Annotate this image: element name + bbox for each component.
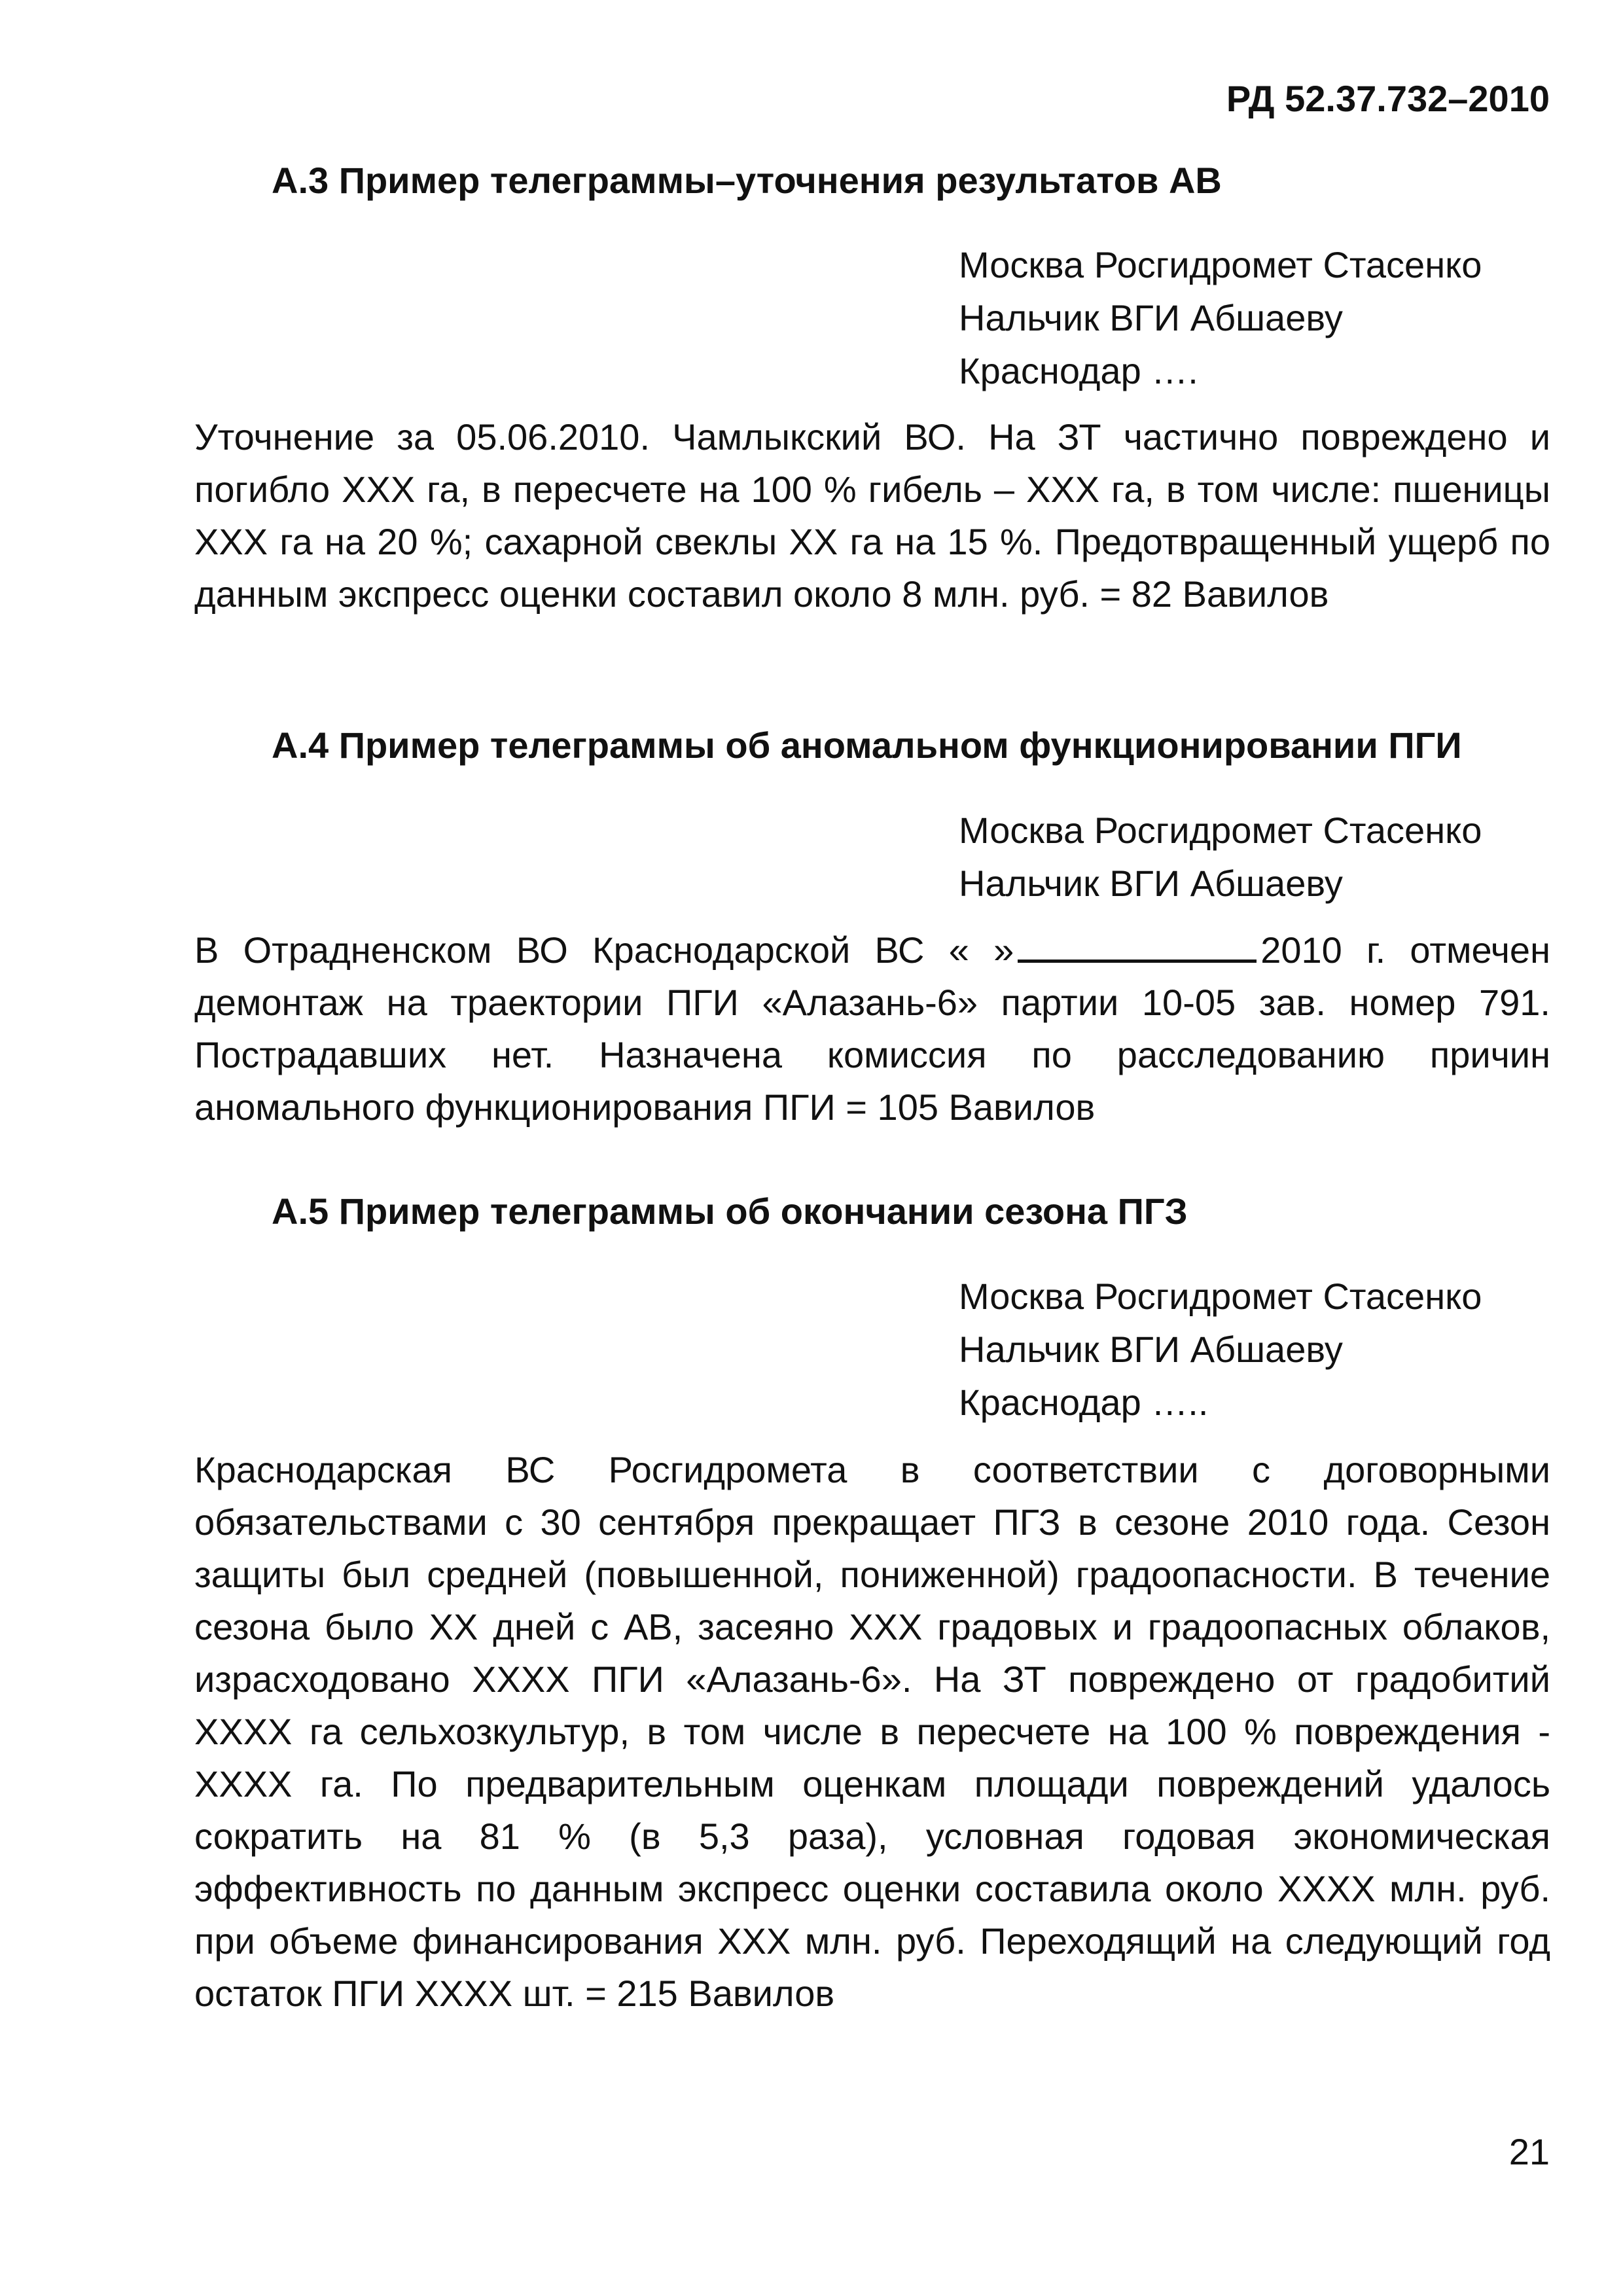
addressee-line: Москва Росгидромет Стасенко [959,244,1482,285]
addressee-line: Краснодар …. [959,350,1198,391]
section-a3-body: Уточнение за 05.06.2010. Чамлыкский ВО. На ЗТ частично повреждено и погибло ХХХ га, в пересчете на 100 % гибель – ХХХ га, в том числе: пшеницы ХХХ га на 20 %; сахарной свеклы ХХ га на 15 %. Предотвращенный ущерб по данным экспресс оценки составил около 8 млн. руб. = 82 Вавилов [194,416,1550,615]
section-a5-addressees [959,1270,1482,1429]
section-a5-body: Краснодарская ВС Росгидромета в соответствии с договорными обязательствами с 30 сентября прекращает ПГЗ в сезоне 2010 года. Сезон защиты был средней (повышенной, пониженной) градоопасности. В течение сезона было ХХ дней с АВ, засеяно ХХХ градовых и градоопасных облаков, израсходовано ХХХХ ПГИ «Алазань-6». На ЗТ повреждено от градобитий ХХХХ га сельхозкультур, в том числе в пересчете на 100 % повреждения - ХХХХ га. По предварительным оценкам площади повреждений удалось сократить на 81 % (в 5,3 раза), условная годовая экономическая эффективность по данным экспресс оценки составила около ХХХХ млн. руб. при объеме финансирования ХХХ млн. руб. Переходящий на следующий год остаток ПГИ ХХХХ шт. = 215 Вавилов [194,1449,1550,2014]
body-text-before-blank: В Отрадненском ВО Краснодарской ВС « » [194,929,1014,971]
page-number: 21 [1508,2131,1550,2172]
document-code: РД 52.37.732–2010 [1226,78,1550,119]
section-a5-heading: А.5 Пример телеграммы об окончании сезона ПГЗ [272,1191,1188,1232]
section-a3-heading: А.3 Пример телеграммы–уточнения результатов АВ [272,160,1222,201]
section-a3-addressees [959,238,1482,397]
date-blank-line [1018,928,1257,963]
body-text-after-blank: 2010 г. отмечен демонтаж на траектории ПГИ «Алазань-6» партии 10-05 зав. номер 791. Пострадавших нет. Назначена комиссия по расследованию причин аномального функционирования ПГИ = 105 Вавилов [194,929,1550,1128]
addressee-line: Нальчик ВГИ Абшаеву [959,1329,1343,1370]
addressee-line: Нальчик ВГИ Абшаеву [959,863,1343,904]
section-a4-heading: А.4 Пример телеграммы об аномальном функционировании ПГИ [272,725,1462,766]
section-a4-addressees [959,804,1482,910]
addressee-line: Москва Росгидромет Стасенко [959,1276,1482,1317]
section-a4-body [194,924,1550,1134]
addressee-line: Нальчик ВГИ Абшаеву [959,297,1343,338]
addressee-line: Москва Росгидромет Стасенко [959,810,1482,851]
addressee-line: Краснодар ….. [959,1382,1209,1423]
